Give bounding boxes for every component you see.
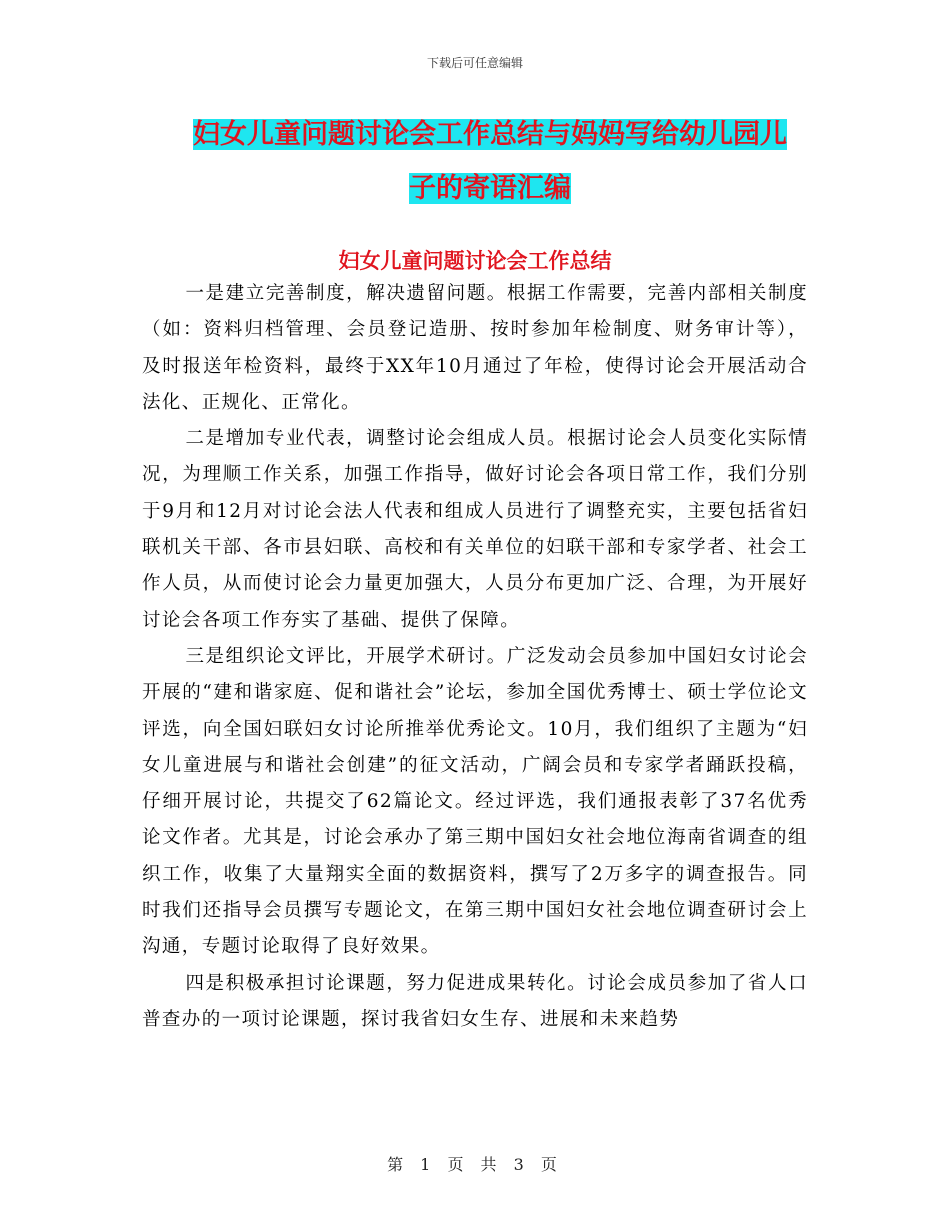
section-title: 妇女儿童问题讨论会工作总结 <box>338 248 612 273</box>
page-footer: 第 1 页 共 3 页 <box>387 1155 563 1174</box>
document-title-text: 妇女儿童问题讨论会工作总结与妈妈写给幼儿园儿子的寄语汇编 <box>193 119 787 204</box>
paragraph-3: 三是组织论文评比，开展学术研讨。广泛发动会员参加中国妇女讨论会开展的“建和谐家庭、促和谐社会”论坛，参加全国优秀博士、硕士学位论文评选，向全国妇联妇女讨论所推举优秀论文。10月，我们组织了主题为“妇女儿童进展与和谐社会创建”的征文活动，广阔会员和专家学者踊跃投稿，仔细开展讨论，共提交了62篇论文。经过评选，我们通报表彰了37名优秀论文作者。尤其是，讨论会承办了第三期中国妇女社会地位海南省调查的组织工作，收集了大量翔实全面的数据资料，撰写了2万多字的调查报告。同时我们还指导会员撰写专题论文，在第三期中国妇女社会地位调查研讨会上沟通，专题讨论取得了良好效果。 <box>142 645 808 958</box>
paragraph-2: 二是增加专业代表，调整讨论会组成人员。根据讨论会人员变化实际情况，为理顺工作关系，加强工作指导，做好讨论会各项日常工作，我们分别于9月和12月对讨论会法人代表和组成人员进行了调整充实，主要包括省妇联机关干部、各市县妇联、高校和有关单位的妇联干部和专家学者、社会工作人员，从而使讨论会力量更加强大，人员分布更加广泛、合理，为开展好讨论会各项工作夯实了基础、提供了保障。 <box>142 428 808 631</box>
document-body <box>142 276 808 1038</box>
paragraph-1: 一是建立完善制度，解决遗留问题。根据工作需要，完善内部相关制度（如：资料归档管理、会员登记造册、按时参加年检制度、财务审计等），及时报送年检资料，最终于XX年10月通过了年检，使得讨论会开展活动合法化、正规化、正常化。 <box>142 283 808 413</box>
document-title <box>190 108 790 216</box>
header-note: 下载后可任意编辑 <box>426 56 523 70</box>
paragraph-4: 四是积极承担讨论课题，努力促进成果转化。讨论会成员参加了省人口普查办的一项讨论课题，探讨我省妇女生存、进展和未来趋势 <box>142 972 808 1030</box>
